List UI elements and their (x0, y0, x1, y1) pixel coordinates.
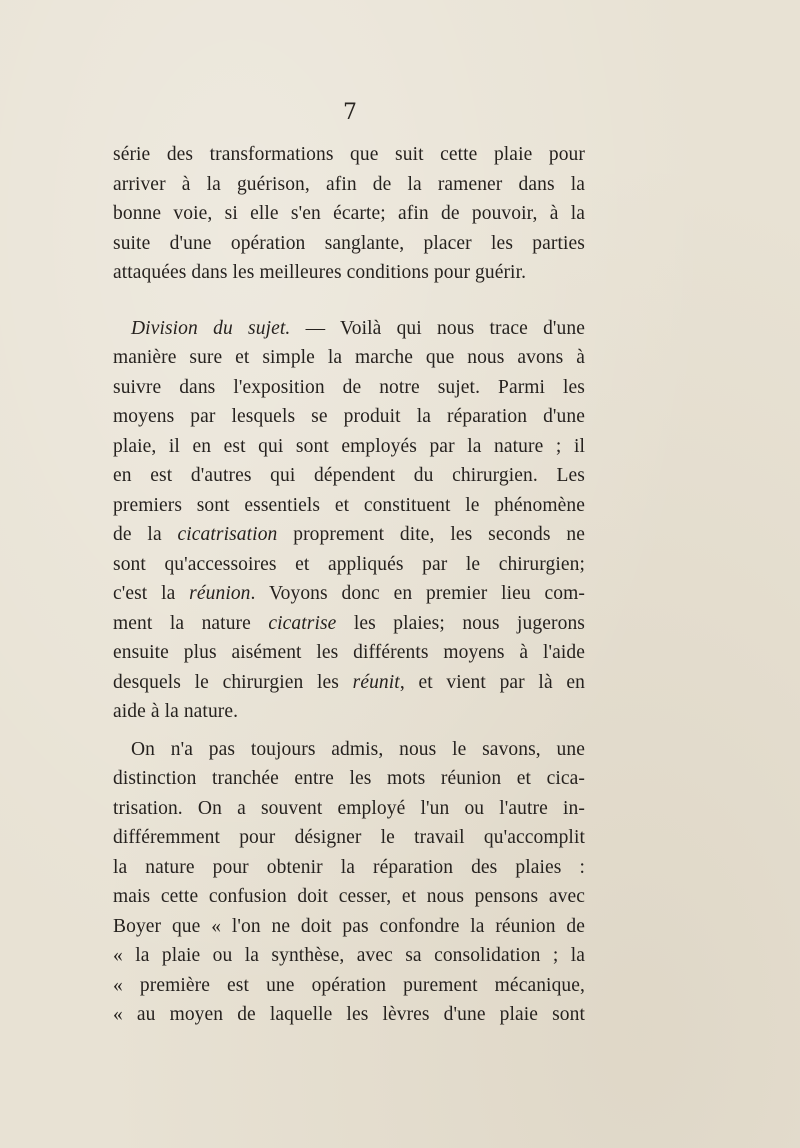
text-fragment: de la (113, 524, 178, 545)
text-line: ensuite plus aisément les différents moyens à l'aide (113, 642, 585, 663)
text-line: On n'a pas toujours admis, nous le savons, une (131, 738, 585, 760)
text-line: Boyer que « l'on ne doit pas confondre la réunion de (113, 915, 585, 937)
text-fragment: c'est la (113, 583, 190, 604)
text-fragment: les plaies; nous jugerons (336, 612, 585, 634)
text-fragment: . Voyons donc en premier lieu com- (250, 583, 585, 604)
emphasis: cicatrisation (177, 524, 278, 545)
text-line: aide à la nature. (113, 701, 239, 722)
text-line (113, 668, 585, 698)
text-fragment: desquels le chirurgien les (113, 671, 353, 693)
text-line (113, 520, 585, 550)
text-line: premiers sont essentiels et constituent le phénomène (113, 494, 585, 516)
text-fragment: , et vient par là en (399, 671, 585, 693)
text-line: manière sure et simple la marche que nous avons à (113, 347, 585, 368)
text-line: « la plaie ou la synthèse, avec sa consolidation ; la (113, 945, 585, 966)
text-line: suite d'une opération sanglante, placer les parties (113, 232, 585, 254)
text-line: trisation. On a souvent employé l'un ou l'autre in- (113, 797, 585, 819)
text-line: « première est une opération purement mécanique, (113, 974, 585, 996)
paragraph-gap (113, 727, 585, 735)
text-line: moyens par lesquels se produit la réparation d'une (113, 406, 585, 427)
text-line: attaquées dans les meilleures conditions pour guérir. (113, 262, 527, 283)
text-line: en est d'autres qui dépendent du chirurgien. Les (113, 465, 585, 486)
text-line: différemment pour désigner le travail qu'accomplit (113, 827, 585, 848)
text-line: plaie, il en est qui sont employés par la nature ; il (113, 435, 585, 457)
body-text (113, 140, 585, 1030)
emphasis: réunion (189, 583, 251, 604)
text-fragment: — Voilà qui nous trace d'une (305, 317, 586, 339)
text-line (113, 609, 585, 639)
section-heading: Division du sujet. (131, 317, 291, 339)
text-line: série des transformations que suit cette plaie pour (113, 144, 585, 165)
text-line: la nature pour obtenir la réparation des plaies : (113, 856, 585, 878)
emphasis: cicatrise (268, 612, 337, 634)
text-line: distinction tranchée entre les mots réunion et cica- (113, 768, 585, 789)
text-line: bonne voie, si elle s'en écarte; afin de pouvoir, à la (113, 203, 585, 224)
emphasis: réunit (352, 671, 400, 693)
text-line (113, 579, 585, 609)
text-line (113, 314, 585, 344)
page-number: 7 (343, 100, 357, 125)
text-line: mais cette confusion doit cesser, et nous pensons avec (113, 886, 585, 907)
text-line: arriver à la guérison, afin de la ramener dans la (113, 173, 585, 195)
text-fragment: ment la nature (113, 612, 269, 634)
text-line: sont qu'accessoires et appliqués par le chirurgien; (113, 553, 585, 575)
paragraph-gap (113, 288, 585, 314)
text-fragment: proprement dite, les seconds ne (277, 524, 585, 545)
text-line: suivre dans l'exposition de notre sujet. Parmi les (113, 376, 585, 398)
text-line: « au moyen de laquelle les lèvres d'une plaie sont (113, 1004, 585, 1025)
